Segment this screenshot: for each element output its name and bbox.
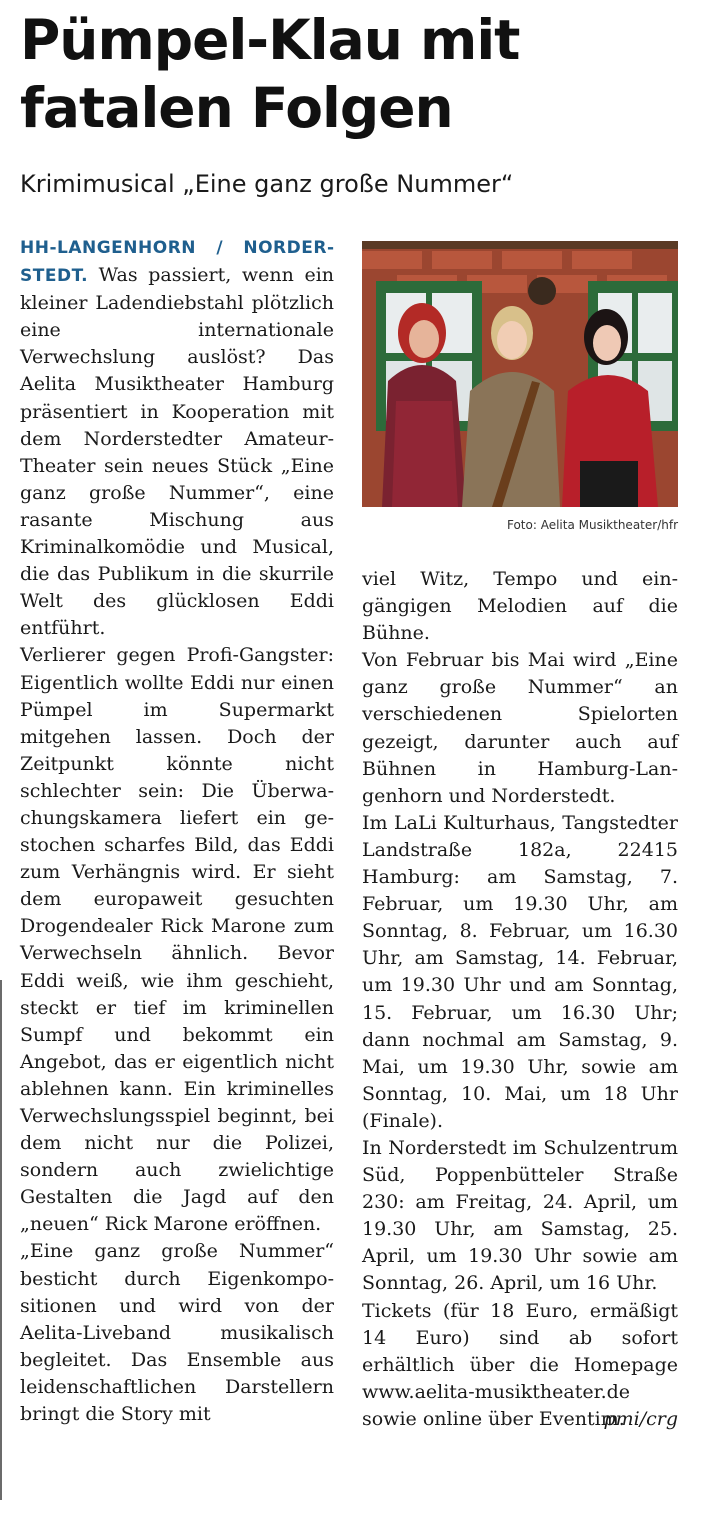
headline-line-2: fatalen Folgen [20,76,453,140]
dateline: HH-LANGENHORN / NORDERSTEDT. [20,238,334,287]
paragraph-6: In Norderstedt im Schulzentrum Süd, Poppenbütteler Straße 230: am Freitag, 24. April, um 19.30 Uhr, am Samstag, 25. April, um 19.30 Uhr sowie am Sonntag, 26. April, um 16 Uhr. [362,1136,678,1295]
subheadline: Krimimusical „Eine ganz große Nummer“ [20,170,514,198]
column-1 [20,234,334,1428]
paragraph-4: Von Februar bis Mai wird „Eine ganz große Nummer“ an verschiedenen Spielorten gezeigt, darunter auch auf Bühnen in Hamburg-Langenhorn und Norderstedt. [362,649,678,807]
author-signature: pmi/crg [603,1408,678,1430]
page-edge-line [0,980,2,1500]
paragraph-2: Verlierer gegen Profi-Gangster: Eigentlich wollte Eddi nur einen Pümpel im Supermarkt mitgehen lassen. Doch der Zeitpunkt könnte nicht schlechter sein: Die Überwachungskamera liefert ein gestochen scharfes Bild, das Eddi zum Verhängnis wird. Er sieht dem europaweit gesuchten Drogendealer Rick Marone zum Verwechseln ähnlich. Bevor Eddi weiß, wie ihm geschieht, steckt er tief im kriminellen Sumpf und bekommt ein Angebot, das er eigentlich nicht ablehnen kann. Ein kriminelles Verwechslungsspiel beginnt, bei dem nicht nur die Polizei, sondern auch zwielichtige Gestalten die Jagd auf den „neuen“ Rick Marone eröffnen. [20,644,334,1236]
headline-line-1: Pümpel-Klau mit [20,8,520,72]
paragraph-7: Tickets (für 18 Euro, ermäßigt 14 Euro) sind ab sofort erhältlich über die Homepage www.aelita-musiktheater.de sowie online über Eventim. [362,1299,678,1430]
paragraph-3-part-2: viel Witz, Tempo und eingängigen Melodien auf die Bühne. [362,568,678,645]
paragraph-1-text: Was passiert, wenn ein kleiner Ladendiebstahl plötzlich eine internationale Verwechslung auslöst? Das Aelita Musiktheater Hamburg präsentiert in Kooperation mit dem Norderstedter Amateur-Theater sein neues Stück „Eine ganz große Nummer“, eine rasante Mischung aus Kriminalkomödie und Musical, die das Publikum in die skurrile Welt des glücklosen Eddi entführt. [20,264,335,640]
paragraph-3-part-1: „Eine ganz große Nummer“ besticht durch Eigenkompositionen und wird von der Aelita-Liveband musikalisch begleitet. Das Ensemble aus leidenschaftlichen Darstellern bringt die Story mit [20,1240,334,1426]
paragraph-5: Im LaLi Kulturhaus, Tangstedter Landstraße 182a, 22415 Hamburg: am Samstag, 7. Februar, um 19.30 Uhr, am Sonntag, 8. Februar, um 16.30 Uhr, am Samstag, 14. Februar, um 19.30 Uhr und am Sonntag, 15. Februar, um 16.30 Uhr; dann nochmal am Samstag, 9. Mai, um 19.30 Uhr, sowie am Sonntag, 10. Mai, um 18 Uhr (Finale). [362,811,678,1132]
headline [20,6,700,142]
column-2 [362,566,678,1433]
article-photo [362,241,678,507]
paragraph-1 [20,234,334,642]
photo-caption: Foto: Aelita Musiktheater/hfr [506,518,678,532]
